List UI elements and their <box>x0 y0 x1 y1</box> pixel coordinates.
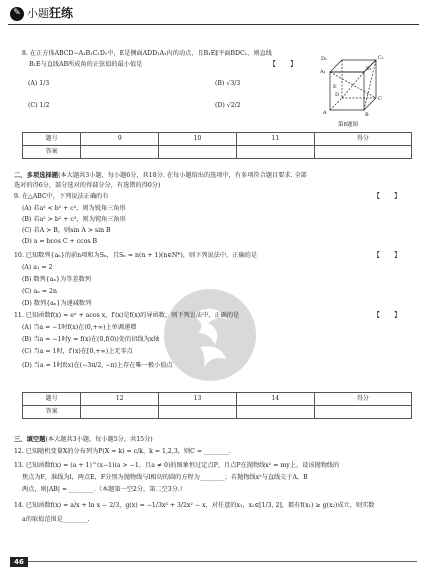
q9-option-b: (B) 若a² > b² + c²，则为钝角三角形 <box>22 216 126 223</box>
q13-line1: 13. 已知函数f(x) = (a + 1)^(x−1)(a > −1，且a ≠ 0)的图象恒过定点P，且点P在抛物线x² = my上，设该抛物线的 <box>14 462 340 469</box>
fig-label-b: B <box>365 112 369 118</box>
section-3-heading <box>14 436 415 444</box>
fig-label-b1: B₁ <box>366 66 372 72</box>
q8-stem-line2: B₁E与直线AB所成角的正弦值的最小值是 <box>29 61 143 68</box>
table-header-cell: 9 <box>81 133 159 146</box>
q8-option-d: (D) √2/2 <box>215 102 241 109</box>
publisher-watermark-icon <box>160 285 260 385</box>
q11-option-b: (B) 当a = −1时y = f(x)在(0,f(0))处的切线为x轴 <box>22 336 160 343</box>
table-header-cell: 得分 <box>314 133 411 146</box>
table-row-label: 答案 <box>23 406 81 419</box>
q8-option-b: (B) √3/3 <box>215 80 241 87</box>
table-row <box>23 393 412 406</box>
section-2-desc-2: 选对的得6分，部分选对的得部分分，有选错的得0分) <box>14 182 161 189</box>
q9-option-c: (C) 若A > B，则sin A > sin B <box>22 227 111 234</box>
q10-answer-bracket: 【 】 <box>373 251 401 259</box>
q11-stem: 11. 已知函数f(x) = eˣ + acos x，f′(x)是f(x)的导函数，则下列说法中，正确的是 <box>14 312 240 319</box>
q9-option-d: (D) a = bcos C + ccos B <box>22 238 98 245</box>
q10-option-b: (B) 数列{aₙ}为等差数列 <box>22 276 91 283</box>
brand-title <box>27 6 73 21</box>
section-2-heading <box>14 172 415 180</box>
answer-cell[interactable] <box>314 146 411 159</box>
q13-line2: 焦点为F，准线为l，两点E，F分别为抛物线与l相切的圆的方程为________；若抛物线x²与直线交于A，B <box>22 474 308 481</box>
fig-label-c: C <box>378 96 382 102</box>
table-header-cell: 题号 <box>23 393 81 406</box>
q11-option-a: (A) 当a = −1时f(x)在(0,+∞)上单调递增 <box>22 324 137 331</box>
q10-option-a: (A) a₁ = 2 <box>22 264 53 271</box>
table-header-cell: 得分 <box>314 393 411 406</box>
table-header-cell: 10 <box>159 133 237 146</box>
q9-option-a: (A) 若a² < b² + c²，则为锐角三角形 <box>22 205 126 212</box>
brand-main: 狂练 <box>49 6 74 20</box>
table-row <box>23 406 412 419</box>
answer-cell[interactable] <box>236 406 314 419</box>
brand-prefix: 小题 <box>27 7 49 20</box>
q10-option-c: (C) aₙ = 2n <box>22 288 57 295</box>
q11-option-d: (D) 当a = 1时f(x)在(−3π/2, −π)上存在唯一极小值点 <box>22 362 173 369</box>
table-row <box>23 133 412 146</box>
answer-cell[interactable] <box>81 406 159 419</box>
page-number: 46 <box>10 557 28 567</box>
footer-divider <box>10 561 417 562</box>
q8-cube-figure <box>318 50 398 120</box>
q8-figure-caption: 第8题图 <box>338 122 358 128</box>
table-header-cell: 题号 <box>23 133 81 146</box>
table-row-label: 答案 <box>23 146 81 159</box>
answer-table-1 <box>22 132 412 159</box>
answer-table-2 <box>22 392 412 419</box>
q9-answer-bracket: 【 】 <box>373 192 401 200</box>
section-3-desc: (本大题共3小题，每小题5分，共15分) <box>45 436 153 443</box>
q9-stem: 9. 在△ABC中，下列说法正确的有 <box>14 193 109 200</box>
q8-answer-bracket: 【 】 <box>269 60 297 68</box>
q8-stem-line1: 8. 在正方体ABCD−A₁B₁C₁D₁中，E是侧面ADD₁A₁内的动点，且B₁E∥平面BDC₁，则直线 <box>22 50 272 57</box>
table-header-cell: 12 <box>81 393 159 406</box>
section-3-title: 三、填空题 <box>14 436 46 443</box>
q10-stem: 10. 已知数列{aₙ}的前n项和为Sₙ，且Sₙ = n(n + 1)(n∈N*)，则下列说法中，正确的是 <box>14 252 258 259</box>
q10-option-d: (D) 数列{aₙ}为递减数列 <box>22 300 92 307</box>
table-header-cell: 13 <box>159 393 237 406</box>
answer-cell[interactable] <box>314 406 411 419</box>
fig-label-d1: D₁ <box>321 56 328 62</box>
fig-label-a: A <box>323 110 327 116</box>
table-row <box>23 146 412 159</box>
header-logo <box>10 6 73 21</box>
q14-line2: a的取值范围是________. <box>22 516 90 523</box>
q12-text: 12. 已知随机变量X的分布列为P(X = k) = c/k，k = 1,2,3，则C = ________. <box>14 448 231 455</box>
answer-cell[interactable] <box>236 146 314 159</box>
fig-label-e: E <box>333 84 337 90</box>
q8-option-a: (A) 1/3 <box>28 80 50 87</box>
answer-cell[interactable] <box>159 146 237 159</box>
section-2-title: 二、多项选择题 <box>14 172 59 179</box>
q11-option-c: (C) 当a = 1时，f′(x)在[0,+∞)上无零点 <box>22 348 133 355</box>
table-header-cell: 11 <box>236 133 314 146</box>
pen-logo-icon: ✎ <box>10 7 24 21</box>
q8-option-c: (C) 1/2 <box>28 102 50 109</box>
q11-answer-bracket: 【 】 <box>373 311 401 319</box>
header-divider <box>8 24 419 25</box>
section-2-desc-1: (本大题共3小题，每小题6分，共18分. 在每小题给出的选项中，有多项符合题目要求. 全部 <box>58 172 307 179</box>
answer-cell[interactable] <box>159 406 237 419</box>
fig-label-d: D <box>335 92 340 98</box>
fig-label-c1: C₁ <box>378 55 384 61</box>
fig-label-a1: A₁ <box>320 69 326 75</box>
table-header-cell: 14 <box>236 393 314 406</box>
q13-line3: 两点，则|AB| = ________.（本题第一空2分，第二空3分.） <box>22 486 187 493</box>
answer-cell[interactable] <box>81 146 159 159</box>
q14-line1: 14. 已知函数f(x) = a/x + ln x − 2/3，g(x) = −1/3x³ + 3/2x² − x，对任意的x₁，x₂∈[1/3, 2]，都有f(x₁) ≥ g(x₂)成立，则实数 <box>14 502 375 509</box>
